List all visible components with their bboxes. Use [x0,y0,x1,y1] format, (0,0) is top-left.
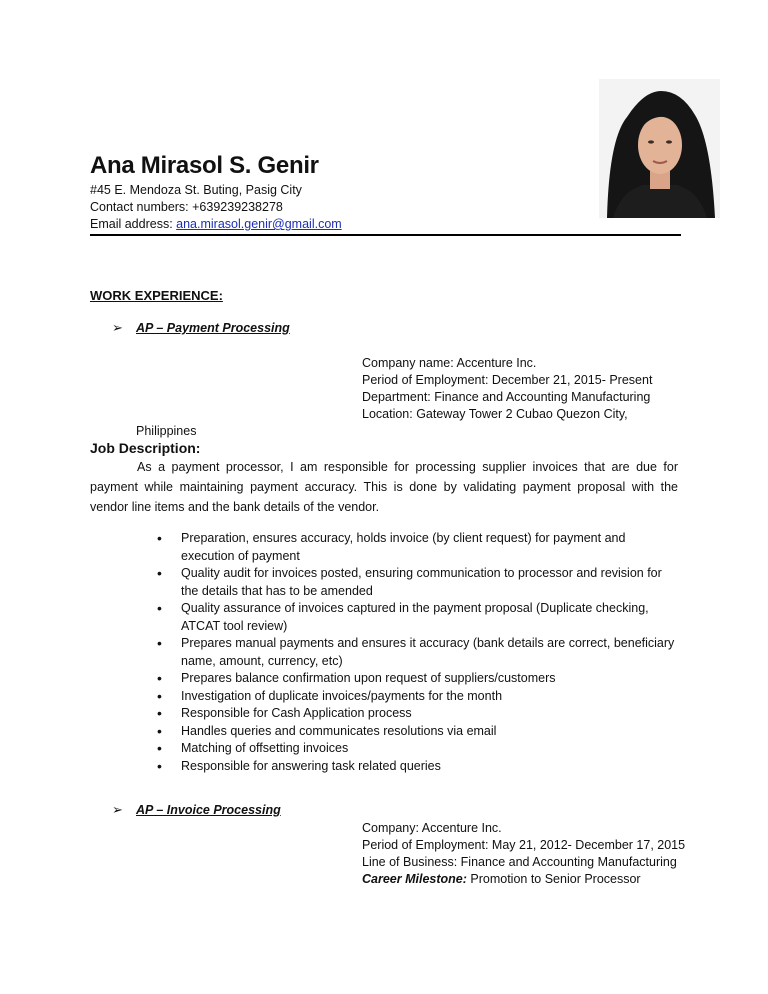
job1-department: Department: Finance and Accounting Manufacturing [362,390,651,404]
email-link[interactable]: ana.mirasol.genir@gmail.com [176,217,342,231]
job-description-heading: Job Description: [90,440,201,456]
list-item: • Quality assurance of invoices captured in the payment proposal (Duplicate checking, ATCAT tool review) [90,600,681,635]
job2-business: Line of Business: Finance and Accounting Manufacturing [362,855,677,869]
list-item: • Handles queries and communicates resolutions via email [90,723,681,741]
email-label: Email address: [90,217,177,231]
job2-milestone [362,871,641,888]
job1-location-cont: Philippines [136,424,197,438]
job1-period: Period of Employment: December 21, 2015- Present [362,373,653,387]
list-item: • Responsible for Cash Application process [90,705,681,723]
milestone-value: Promotion to Senior Processor [466,872,641,886]
list-item: • Quality audit for invoices posted, ensuring communication to processor and revision for the details that has to be amended [90,565,681,600]
job-title-payment: AP – Payment Processing [136,321,290,335]
list-item: • Investigation of duplicate invoices/payments for the month [90,688,681,706]
list-item: • Prepares balance confirmation upon request of suppliers/customers [90,670,681,688]
profile-photo [599,79,720,218]
job2-period: Period of Employment: May 21, 2012- December 17, 2015 [362,838,686,852]
list-item: • Prepares manual payments and ensures it accuracy (bank details are correct, beneficiary name, amount, currency, etc) [90,635,681,670]
arrow-bullet-icon: ➢ [112,320,123,335]
job2-company: Company: Accenture Inc. [362,821,502,835]
job-description-text: As a payment processor, I am responsible for processing supplier invoices that are due for payment while maintaining payment accuracy. This is done by validating payment proposal with the vendor line items and the bank details of the vendor. [90,460,678,514]
address: #45 E. Mendoza St. Buting, Pasig City [90,183,302,197]
arrow-bullet-icon: ➢ [112,802,123,817]
list-item: • Preparation, ensures accuracy, holds invoice (by client request) for payment and execution of payment [90,530,681,565]
list-item: • Matching of offsetting invoices [90,740,681,758]
job1-location: Location: Gateway Tower 2 Cubao Quezon City, [362,407,628,421]
list-item: • Responsible for answering task related queries [90,758,681,776]
person-name: Ana Mirasol S. Genir [90,152,319,179]
contact-number: Contact numbers: +639239238278 [90,200,283,214]
work-experience-title: WORK EXPERIENCE: [90,288,223,303]
email-line [90,216,342,233]
job1-company: Company name: Accenture Inc. [362,356,537,370]
header-divider [90,234,681,236]
responsibilities-list [90,530,690,775]
milestone-label: Career Milestone: [362,872,467,886]
job-title-invoice: AP – Invoice Processing [136,803,281,817]
